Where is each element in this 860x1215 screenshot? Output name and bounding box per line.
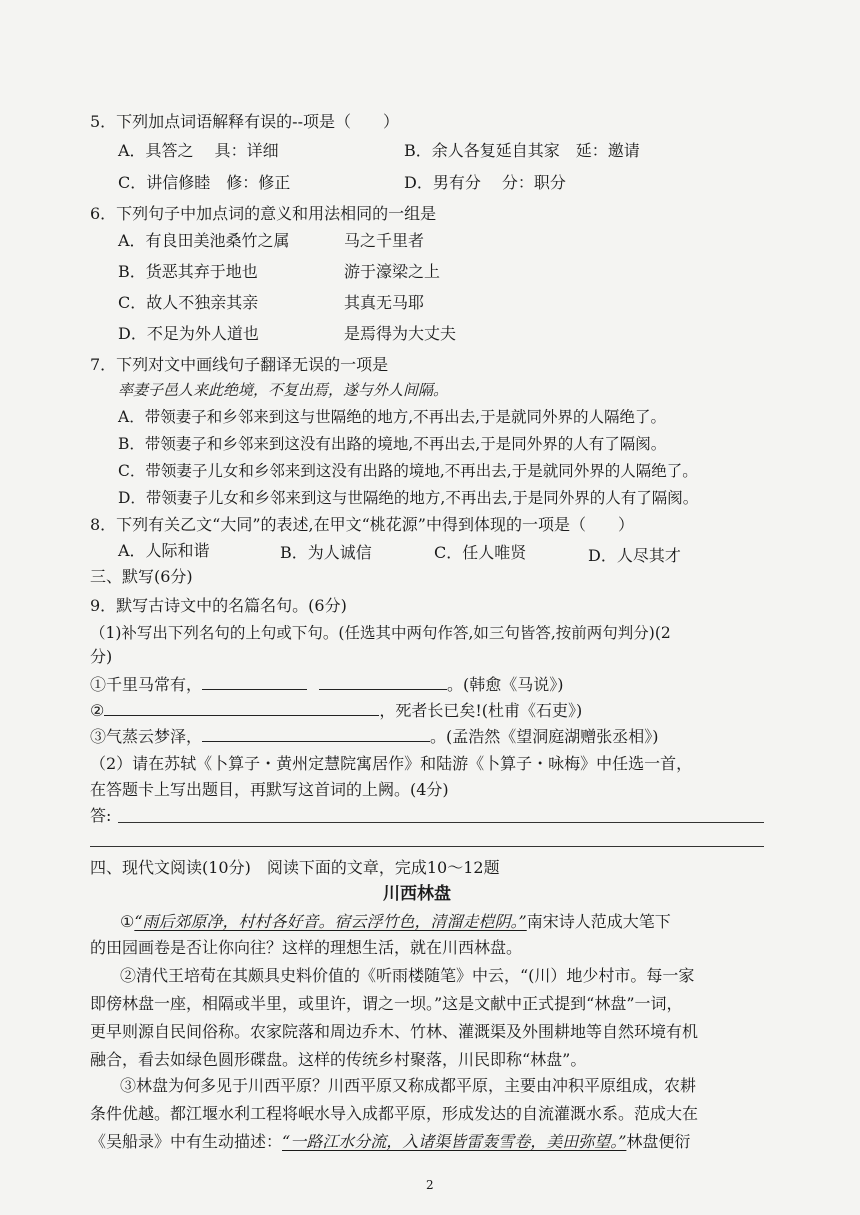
q6-option-b-right: 游于濠梁之上 — [344, 262, 441, 281]
article-para-2-line-1: ②清代王培荀在其颇具史料价值的《听雨楼随笔》中云，“(川）地少村市。每一家 — [120, 966, 695, 985]
q8-option-d: D．人尽其才 — [588, 546, 681, 565]
q9-part2-line2: 在答题卡上写出题目，再默写这首词的上阙。(4分) — [90, 780, 449, 799]
section-4-title: 四、现代文阅读(10分) 阅读下面的文章，完成10～12题 — [90, 858, 500, 877]
article-para-3-line-3 — [90, 1132, 690, 1152]
q6-option-b-left: B．货恶其弃于地也 — [118, 262, 258, 281]
q9-part2-line1: （2）请在苏轼《卜算子・黄州定慧院寓居作》和陆游《卜算子・咏梅》中任选一首， — [90, 754, 693, 773]
q5-option-b: B．余人各复延自其家 延：邀请 — [404, 141, 640, 160]
article-para-2-line-4: 融合，看去如绿色圆形碟盘。这样的传统乡村聚落，川民即称“林盘”。 — [90, 1050, 587, 1069]
q6-option-a-right: 马之千里者 — [344, 231, 425, 250]
q6-option-a-left: A．有良田美池桑竹之属 — [118, 231, 290, 250]
article-para-1-number: ① — [120, 912, 135, 931]
q9-answer-label: 答: — [90, 806, 112, 825]
q9-item-1 — [90, 674, 564, 695]
q6-option-d-left: D．不足为外人道也 — [118, 324, 259, 343]
q7-stem: 7．下列对文中画线句子翻译无误的一项是 — [90, 355, 389, 374]
article-para-1-line-2: 的田园画卷是否让你向往？这样的理想生活，就在川西林盘。 — [90, 938, 523, 957]
q8-option-c: C．任人唯贤 — [434, 543, 527, 562]
q7-option-a: A．带领妻子和乡邻来到这与世隔绝的地方,不再出去,于是就同外界的人隔绝了。 — [118, 408, 667, 426]
page-number: 2 — [426, 1178, 434, 1192]
article-para-1-line-1 — [120, 912, 671, 932]
q6-option-d-right: 是焉得为大丈夫 — [344, 324, 457, 343]
q5-stem: 5．下列加点词语解释有误的--项是（ ） — [90, 112, 399, 131]
q9-item-1-prefix: ①千里马常有， — [90, 675, 203, 694]
q9-item-3-prefix: ③气蒸云梦泽， — [90, 727, 203, 746]
article-para-3-quote: “一路江水分流，入诸渠皆雷轰雪卷，美田弥望。” — [282, 1132, 627, 1151]
q5-option-d: D．男有分 分：职分 — [404, 173, 566, 192]
article-para-2-line-3: 更早则源自民间俗称。农家院落和周边乔木、竹林、灌溉渠及外围耕地等自然环境有机 — [90, 1022, 699, 1041]
q9-item-1-blank-b[interactable] — [319, 674, 447, 690]
q9-item-1-suffix: 。(韩愈《马说》) — [447, 675, 564, 694]
article-para-3-suffix: 林盘便衍 — [626, 1132, 691, 1151]
q9-item-2-blank[interactable] — [104, 700, 379, 716]
article-title: 川西林盘 — [383, 884, 451, 904]
q5-option-a: A．具答之 具：详细 — [118, 141, 279, 160]
article-para-1-rest: 南宋诗人范成大笔下 — [526, 912, 671, 931]
q6-option-c-left: C．故人不独亲其亲 — [118, 293, 259, 312]
q9-stem: 9．默写古诗文中的名篇名句。(6分) — [90, 596, 347, 615]
q6-option-c-right: 其真无马耶 — [344, 293, 425, 312]
q8-stem: 8．下列有关乙文“大同”的表述,在甲文“桃花源”中得到体现的一项是（ ） — [90, 515, 634, 534]
article-para-1-quote: “雨后郊原净，村村各好音。宿云浮竹色，清溜走桤阴。” — [134, 912, 527, 931]
q7-option-b: B．带领妻子和乡邻来到这没有出路的境地,不再出去,于是同外界的人有了隔阂。 — [118, 435, 667, 453]
q8-option-a: A．人际和谐 — [118, 541, 210, 560]
q5-option-c: C．讲信修睦 修：修正 — [118, 173, 291, 192]
q9-item-3-suffix: 。(孟浩然《望洞庭湖赠张丞相》) — [430, 727, 659, 746]
q9-answer-line-2[interactable] — [90, 846, 764, 847]
article-para-3-line-2: 条件优越。都江堰水利工程将岷水导入成都平原，形成发达的自流灌溉水系。范成大在 — [90, 1104, 699, 1123]
q7-quote: 率妻子邑人来此绝境，不复出焉，遂与外人间隔。 — [118, 381, 449, 399]
q9-item-3 — [90, 726, 659, 747]
q6-stem: 6．下列句子中加点词的意义和用法相同的一组是 — [90, 204, 437, 223]
article-para-3-prefix: 《吴船录》中有生动描述： — [90, 1132, 283, 1151]
q9-item-2 — [90, 700, 582, 721]
q9-answer-line-1[interactable] — [118, 822, 764, 823]
q7-option-c: C．带领妻子儿女和乡邻来到这没有出路的境地,不再出去,于是就同外界的人隔绝了。 — [118, 462, 698, 480]
q9-part1-line2: 分) — [90, 647, 113, 666]
q9-item-1-blank-a[interactable] — [202, 674, 307, 690]
article-para-3-line-1: ③林盘为何多见于川西平原？川西平原又称成都平原，主要由冲积平原组成，农耕 — [120, 1076, 697, 1095]
q9-item-3-blank[interactable] — [202, 726, 430, 742]
q9-item-2-prefix: ② — [90, 701, 105, 720]
section-3-title: 三、默写(6分) — [90, 567, 193, 586]
article-para-2-line-2: 即傍林盘一座，相隔或半里，或里许，谓之一坝。”这是文献中正式提到“林盘”一词， — [90, 994, 683, 1013]
q7-option-d: D．带领妻子儿女和乡邻来到这与世隔绝的地方,不再出去,于是同外界的人有了隔阂。 — [118, 489, 699, 507]
q8-option-b: B．为人诚信 — [280, 543, 372, 562]
q9-part1-line1: （1)补写出下列名句的上句或下句。(任选其中两句作答,如三句皆答,按前两句判分)(2 — [90, 624, 671, 642]
q9-item-2-suffix: ，死者长已矣!(杜甫《石吏》) — [379, 701, 583, 720]
